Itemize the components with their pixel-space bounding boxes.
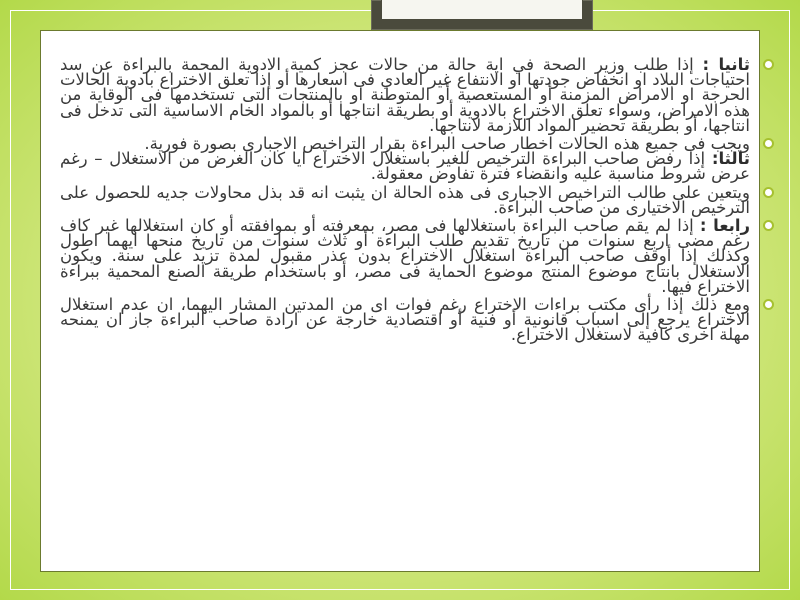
paragraph-text: إذا طلب وزير الصحة في اية حالة من حالات عجز كمية الادوية المحمة بالبراءة عن سد احتياجات البلاد او انخفاض جودتها او الانتفاع غير العادي فى اسعارها أو إذا تعلق الاختراع بادوية الحالات الحرجة او الامراض المزمنة أو المستعصية أو المتوطنة او بالمنتجات التى تستخدمها فى الوقاية من هذه الامراض، وسواء تعلق الاختراع بالادوية أو بطريقة انتاجها أو بالمواد الخام الاساسية التى تدخل فى انتاجها، أو بطريقة تحضير المواد اللازمة لانتاجها. xyxy=(60,55,750,135)
paragraph-second-case xyxy=(60,57,750,133)
paragraph-exception xyxy=(60,297,750,343)
paragraph-lead: رابعا : xyxy=(699,216,751,236)
title-placeholder xyxy=(381,0,583,20)
bullet-circle-icon xyxy=(763,138,774,149)
paragraph-text: إذا لم يقم صاحب البراءة باستغلالها فى مصر، بمعرفته أو بموافقته أو كان استغلالها غير كاف رغم مضى اربع سنوات من تاريخ تقديم طلب البراءة أو ثلاث سنوات من تاريخ منحها ايهما اطول وكذلك إذا أوقف صاحب البراءة استغلال الاختراع بدون عذر مقبول لمدة تزيد على سنة. ويكون الاستغلال بانتاج موضوع المنتج موضوع الحماية فى مصر، أو باستخدام طريقة الصنع المحمية ببراءة الاختراع فيها. xyxy=(60,216,750,296)
paragraph-text: ويجب فى جميع هذه الحالات اخطار صاحب البراءة بقرار التراخيص الاجبارى بصورة فورية. xyxy=(144,134,750,154)
paragraph-applicant-duty xyxy=(60,182,750,217)
bullet-circle-icon xyxy=(763,220,774,231)
paragraph-lead: ثانيا : xyxy=(702,55,750,74)
paragraph-fourth-case xyxy=(60,218,750,294)
bullet-circle-icon xyxy=(763,299,774,310)
slide-body-text xyxy=(60,57,750,343)
paragraph-text: ويتعين على طالب التراخيص الاجبارى فى هذه الحالة ان يثبت انه قد بذل محاولات جديه للحصول على الترخيص الاختيارى من صاحب البراءة. xyxy=(60,182,750,217)
paragraph-text: إذا رفض صاحب البراءة الترخيص للغير باستغلال الاختراع ايا كان الغرض من الاستغلال – رغم عرض شروط مناسبة عليه وانقضاء فترة تفاوض معقولة. xyxy=(60,149,750,184)
bullet-circle-icon xyxy=(763,187,774,198)
paragraph-third-case xyxy=(60,149,750,184)
paragraph-lead: ثالثا: xyxy=(711,149,750,169)
bullet-circle-icon xyxy=(763,59,774,70)
paragraph-text: ومع ذلك إذا رأى مكتب براءات الاختراع رغم فوات اى من المدتين المشار اليهما، ان عدم استغلال الاختراع يرجع إلى اسباب قانونية أو فنية أو اقتصادية خارجة عن ارادة صاحب البراءة جاز ان يمنحه مهلة اخرى كافية لاستغلال الاختراع. xyxy=(60,295,750,345)
